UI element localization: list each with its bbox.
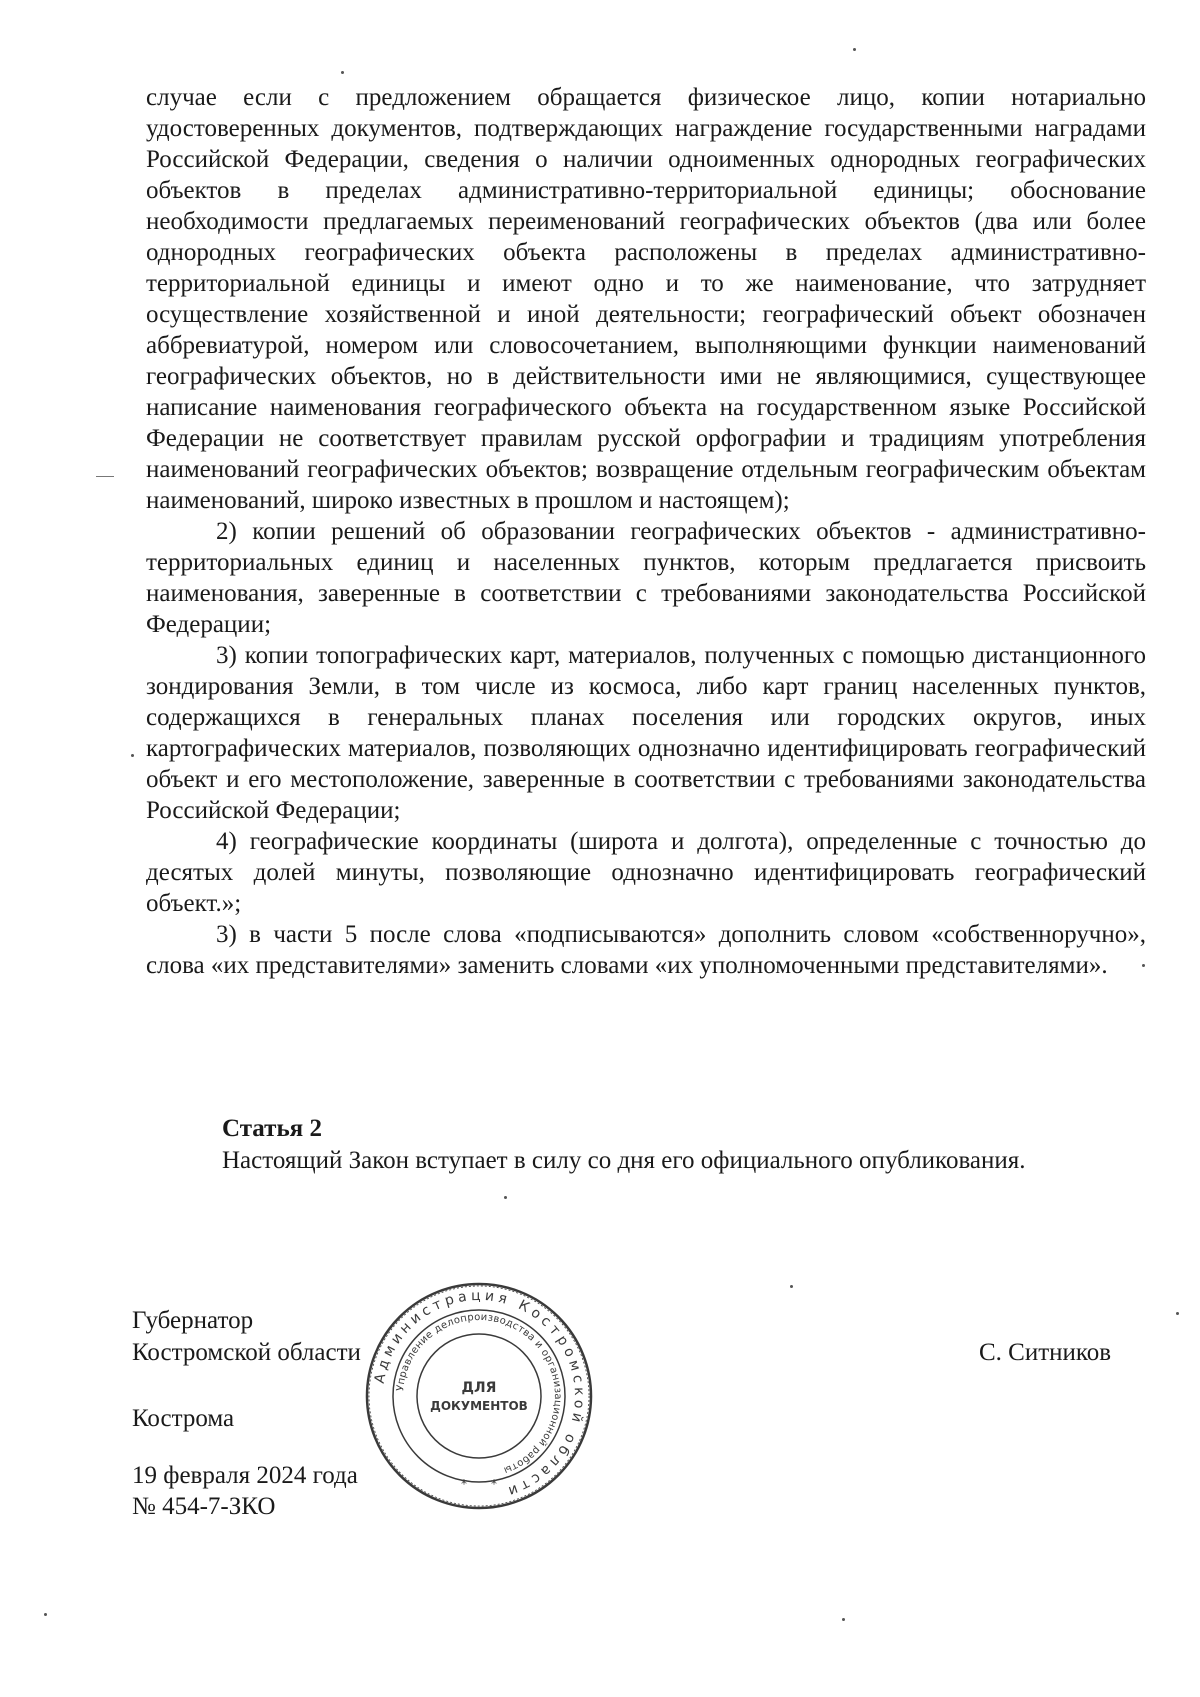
signer-name: С. Ситников [979, 1339, 1112, 1366]
seal-middle-circle [393, 1310, 565, 1482]
scan-speck [131, 754, 134, 757]
scan-speck [504, 1196, 507, 1199]
official-seal-stamp [364, 1280, 594, 1512]
scan-speck [341, 71, 344, 74]
seal-inner-ring-text: Управление делопроизводства и организационной работы [395, 1311, 564, 1476]
signing-date: 19 февраля 2024 года [132, 1462, 358, 1489]
signer-position-line2: Костромской области [132, 1339, 361, 1366]
seal-center-line2: ДОКУМЕНТОВ [430, 1399, 528, 1413]
scan-speck [853, 48, 856, 51]
law-number: № 454-7-ЗКО [132, 1493, 276, 1520]
paragraph-amendment-3: 3) в части 5 после слова «подписываются» дополнить словом «собственноручно», слова «их представителями» заменить словами «их уполномоченными представителями». [146, 921, 1146, 979]
paragraph-item-4: 4) географические координаты (широта и долгота), определенные с точностью до десятых долей минуты, позволяющие однозначно идентифицировать географический объект.»; [146, 828, 1146, 917]
scan-artifact [96, 476, 114, 477]
law-body-text [146, 82, 1146, 981]
seal-outer-ring-text: Администрация Костромской области [371, 1287, 588, 1501]
paragraph-item-3: 3) копии топографических карт, материалов, полученных с помощью дистанционного зондирования Земли, в том числе из космоса, либо карт границ населенных пунктов, содержащихся в генеральных планах поселения или городских округов, иных картографических материалов, позволяющих однозначно идентифицировать географический объект и его местоположение, заверенные в соответствии с требованиями законодательства Российской Федерации; [146, 642, 1146, 824]
seal-inner-circle [417, 1334, 541, 1458]
scan-speck [842, 1618, 845, 1621]
signing-city: Кострома [132, 1405, 235, 1432]
article-text: Настоящий Закон вступает в силу со дня его официального опубликования. [222, 1147, 1026, 1174]
paragraph-continuation: случае если с предложением обращается физическое лицо, копии нотариально удостоверенных документов, подтверждающих награждение государственными наградами Российской Федерации, сведения о наличии одноименных однородных географических объектов в пределах административно-территориальной единицы; обоснование необходимости предлагаемых переименований географических объектов (два или более однородных географических объекта расположены в пределах административно-территориальной единицы и имеют одно и то же наименование, что затрудняет осуществление хозяйственной и иной деятельности; географический объект обозначен аббревиатурой, номером или словосочетанием, выполняющими функции наименований географических объектов, но в действительности ими не являющимися, существующее написание наименования географического объекта на государственном языке Российской Федерации не соответствует правилам русской орфографии и традициям употребления наименований географических объектов; возвращение отдельным географическим объектам наименований, широко известных в прошлом и настоящем); [146, 84, 1146, 514]
scan-speck [44, 1613, 47, 1616]
signer-position-line1: Губернатор [132, 1307, 254, 1334]
article-title: Статья 2 [222, 1115, 322, 1142]
scan-speck [790, 1285, 793, 1288]
seal-star-left: * [461, 1477, 467, 1491]
paragraph-item-2: 2) копии решений об образовании географических объектов - административно-территориальных единиц и населенных пунктов, которым предлагается присвоить наименования, заверенные в соответствии с требованиями законодательства Российской Федерации; [146, 518, 1146, 638]
seal-star-right: * [491, 1477, 497, 1491]
article-2 [222, 1113, 1162, 1177]
scan-speck [1176, 1312, 1179, 1315]
scan-speck [1142, 964, 1145, 967]
seal-center-line1: ДЛЯ [461, 1380, 497, 1396]
